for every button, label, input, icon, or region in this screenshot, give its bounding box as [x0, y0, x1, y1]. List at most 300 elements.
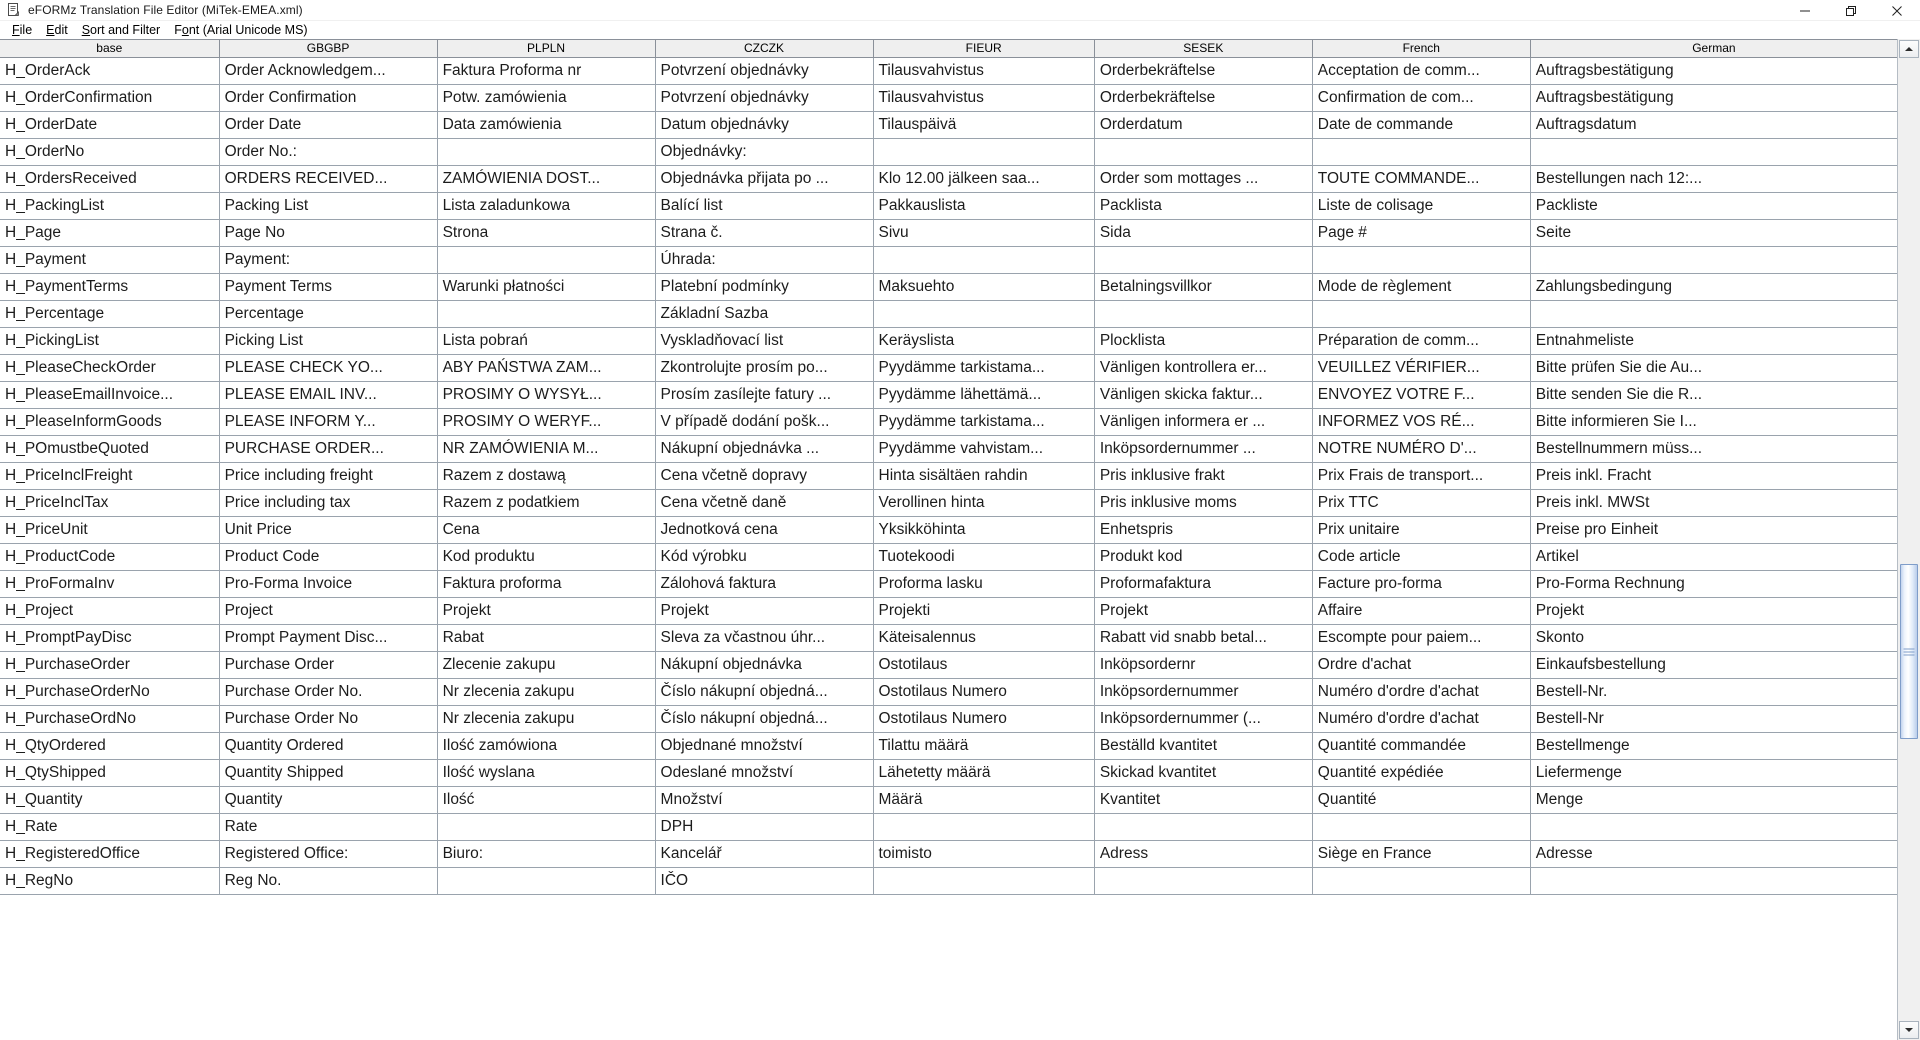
translation-cell[interactable]: Ordre d'achat — [1312, 651, 1530, 678]
translation-cell[interactable] — [873, 138, 1094, 165]
key-cell[interactable]: H_Percentage — [0, 300, 219, 327]
translation-cell[interactable] — [1094, 138, 1312, 165]
translation-cell[interactable]: Orderbekräftelse — [1094, 57, 1312, 84]
key-cell[interactable]: H_OrderNo — [0, 138, 219, 165]
translation-cell[interactable]: Entnahmeliste — [1530, 327, 1897, 354]
translation-cell[interactable]: Objednávka přijata po ... — [655, 165, 873, 192]
menu-item-sort-and-filter[interactable]: Sort and Filter — [81, 22, 161, 37]
translation-cell[interactable]: Date de commande — [1312, 111, 1530, 138]
translation-cell[interactable]: Rate — [219, 813, 437, 840]
translation-cell[interactable]: Zkontrolujte prosím po... — [655, 354, 873, 381]
translation-cell[interactable]: Page No — [219, 219, 437, 246]
translation-cell[interactable]: Payment Terms — [219, 273, 437, 300]
translation-cell[interactable]: Auftragsdatum — [1530, 111, 1897, 138]
translation-cell[interactable]: INFORMEZ VOS RÉ... — [1312, 408, 1530, 435]
translation-cell[interactable]: Vänligen informera er ... — [1094, 408, 1312, 435]
translation-cell[interactable] — [1094, 813, 1312, 840]
translation-cell[interactable]: ZAMÓWIENIA DOST... — [437, 165, 655, 192]
translation-cell[interactable]: Cena včetně daně — [655, 489, 873, 516]
translation-cell[interactable]: Purchase Order No. — [219, 678, 437, 705]
translation-cell[interactable]: Inköpsordernummer — [1094, 678, 1312, 705]
key-cell[interactable]: H_PickingList — [0, 327, 219, 354]
translation-cell[interactable]: Numéro d'ordre d'achat — [1312, 705, 1530, 732]
translation-cell[interactable]: Kod produktu — [437, 543, 655, 570]
key-cell[interactable]: H_PleaseInformGoods — [0, 408, 219, 435]
translation-cell[interactable]: Affaire — [1312, 597, 1530, 624]
key-cell[interactable]: H_PurchaseOrdNo — [0, 705, 219, 732]
translation-cell[interactable]: Platební podmínky — [655, 273, 873, 300]
translation-cell[interactable] — [1312, 813, 1530, 840]
translation-cell[interactable]: Množství — [655, 786, 873, 813]
translation-cell[interactable]: Beställd kvantitet — [1094, 732, 1312, 759]
translation-cell[interactable]: Mode de règlement — [1312, 273, 1530, 300]
table-row[interactable] — [0, 705, 1897, 732]
translation-cell[interactable] — [437, 813, 655, 840]
translation-cell[interactable]: Tilattu määrä — [873, 732, 1094, 759]
table-row[interactable] — [0, 111, 1897, 138]
translation-cell[interactable]: Auftragsbestätigung — [1530, 84, 1897, 111]
key-cell[interactable]: H_PackingList — [0, 192, 219, 219]
table-row[interactable] — [0, 867, 1897, 894]
translation-cell[interactable]: Ilość — [437, 786, 655, 813]
translation-cell[interactable]: Preise pro Einheit — [1530, 516, 1897, 543]
translation-cell[interactable]: Tuotekoodi — [873, 543, 1094, 570]
table-row[interactable] — [0, 327, 1897, 354]
translation-cell[interactable]: Quantité expédiée — [1312, 759, 1530, 786]
translation-cell[interactable]: Bestell-Nr — [1530, 705, 1897, 732]
table-row[interactable] — [0, 84, 1897, 111]
key-cell[interactable]: H_POmustbeQuoted — [0, 435, 219, 462]
translation-cell[interactable]: Preis inkl. MWSt — [1530, 489, 1897, 516]
translation-cell[interactable]: Sivu — [873, 219, 1094, 246]
scroll-down-arrow[interactable] — [1899, 1021, 1919, 1039]
translation-cell[interactable]: Confirmation de com... — [1312, 84, 1530, 111]
translation-cell[interactable]: Projekti — [873, 597, 1094, 624]
translation-cell[interactable]: Reg No. — [219, 867, 437, 894]
minimize-button[interactable] — [1782, 0, 1828, 21]
translation-cell[interactable]: Lista zaladunkowa — [437, 192, 655, 219]
table-row[interactable] — [0, 840, 1897, 867]
key-cell[interactable]: H_PromptPayDisc — [0, 624, 219, 651]
translation-cell[interactable]: Kancelář — [655, 840, 873, 867]
translation-cell[interactable]: Razem z podatkiem — [437, 489, 655, 516]
translation-cell[interactable]: Faktura proforma — [437, 570, 655, 597]
table-row[interactable] — [0, 786, 1897, 813]
translation-cell[interactable]: IČO — [655, 867, 873, 894]
translation-cell[interactable]: Facture pro-forma — [1312, 570, 1530, 597]
vertical-scrollbar-thumb[interactable] — [1900, 564, 1918, 739]
menu-item-font[interactable]: Font (Arial Unicode MS) — [174, 22, 308, 37]
table-row[interactable] — [0, 543, 1897, 570]
translation-cell[interactable]: Ostotilaus Numero — [873, 705, 1094, 732]
key-cell[interactable]: H_QtyOrdered — [0, 732, 219, 759]
key-cell[interactable]: H_QtyShipped — [0, 759, 219, 786]
translation-cell[interactable]: Bestellmenge — [1530, 732, 1897, 759]
translation-cell[interactable]: PLEASE EMAIL INV... — [219, 381, 437, 408]
translation-cell[interactable]: Prix unitaire — [1312, 516, 1530, 543]
translation-cell[interactable]: Plocklista — [1094, 327, 1312, 354]
translation-cell[interactable]: Purchase Order — [219, 651, 437, 678]
translation-cell[interactable]: Objednávky: — [655, 138, 873, 165]
translation-cell[interactable]: Quantity Ordered — [219, 732, 437, 759]
translation-cell[interactable]: Yksikköhinta — [873, 516, 1094, 543]
key-cell[interactable]: H_ProFormaInv — [0, 570, 219, 597]
menu-item-edit[interactable]: Edit — [46, 22, 68, 37]
translation-cell[interactable]: Kód výrobku — [655, 543, 873, 570]
translation-cell[interactable]: Tilausvahvistus — [873, 84, 1094, 111]
column-header-base[interactable]: base — [0, 40, 219, 57]
translation-cell[interactable]: Nákupní objednávka — [655, 651, 873, 678]
translation-cell[interactable]: Objednané množství — [655, 732, 873, 759]
table-row[interactable] — [0, 678, 1897, 705]
translation-cell[interactable]: Projekt — [655, 597, 873, 624]
translation-cell[interactable]: Pro-Forma Rechnung — [1530, 570, 1897, 597]
translation-cell[interactable]: Payment: — [219, 246, 437, 273]
key-cell[interactable]: H_RegisteredOffice — [0, 840, 219, 867]
translation-cell[interactable]: Cena — [437, 516, 655, 543]
translation-cell[interactable]: Product Code — [219, 543, 437, 570]
column-header-plpln[interactable]: PLPLN — [437, 40, 655, 57]
translation-cell[interactable]: Kvantitet — [1094, 786, 1312, 813]
key-cell[interactable]: H_Rate — [0, 813, 219, 840]
translation-cell[interactable]: Order Acknowledgem... — [219, 57, 437, 84]
table-row[interactable] — [0, 57, 1897, 84]
table-row[interactable] — [0, 273, 1897, 300]
translation-cell[interactable]: Packliste — [1530, 192, 1897, 219]
key-cell[interactable]: H_PurchaseOrder — [0, 651, 219, 678]
translation-cell[interactable]: Datum objednávky — [655, 111, 873, 138]
translation-cell[interactable]: Acceptation de comm... — [1312, 57, 1530, 84]
key-cell[interactable]: H_Project — [0, 597, 219, 624]
translation-cell[interactable]: Potvrzení objednávky — [655, 84, 873, 111]
translation-cell[interactable]: Prompt Payment Disc... — [219, 624, 437, 651]
translation-cell[interactable]: Keräyslista — [873, 327, 1094, 354]
table-row[interactable] — [0, 813, 1897, 840]
translation-cell[interactable]: Potvrzení objednávky — [655, 57, 873, 84]
column-header-sesek[interactable]: SESEK — [1094, 40, 1312, 57]
translation-cell[interactable] — [437, 300, 655, 327]
translation-grid-viewport[interactable] — [0, 39, 1897, 1040]
translation-cell[interactable]: Liefermenge — [1530, 759, 1897, 786]
translation-cell[interactable] — [873, 300, 1094, 327]
translation-cell[interactable] — [1312, 300, 1530, 327]
translation-cell[interactable]: TOUTE COMMANDE... — [1312, 165, 1530, 192]
table-row[interactable] — [0, 624, 1897, 651]
translation-cell[interactable]: Inköpsordernummer (... — [1094, 705, 1312, 732]
column-header-french[interactable]: French — [1312, 40, 1530, 57]
translation-cell[interactable]: Purchase Order No — [219, 705, 437, 732]
translation-cell[interactable]: Order No.: — [219, 138, 437, 165]
translation-cell[interactable]: Quantity Shipped — [219, 759, 437, 786]
close-button[interactable] — [1874, 0, 1920, 21]
translation-cell[interactable]: Auftragsbestätigung — [1530, 57, 1897, 84]
translation-cell[interactable]: Projekt — [437, 597, 655, 624]
table-row[interactable] — [0, 381, 1897, 408]
translation-cell[interactable]: Order Confirmation — [219, 84, 437, 111]
translation-cell[interactable] — [1312, 867, 1530, 894]
translation-cell[interactable]: Quantity — [219, 786, 437, 813]
translation-cell[interactable]: Seite — [1530, 219, 1897, 246]
translation-cell[interactable]: ENVOYEZ VOTRE F... — [1312, 381, 1530, 408]
translation-cell[interactable]: Prosím zasílejte fatury ... — [655, 381, 873, 408]
table-row[interactable] — [0, 246, 1897, 273]
translation-cell[interactable] — [1312, 138, 1530, 165]
translation-cell[interactable]: Odeslané množství — [655, 759, 873, 786]
translation-cell[interactable]: DPH — [655, 813, 873, 840]
translation-cell[interactable]: Skickad kvantitet — [1094, 759, 1312, 786]
translation-cell[interactable]: Prix Frais de transport... — [1312, 462, 1530, 489]
vertical-scrollbar-track[interactable] — [1899, 59, 1919, 1020]
translation-cell[interactable]: Lähetetty määrä — [873, 759, 1094, 786]
key-cell[interactable]: H_PriceInclFreight — [0, 462, 219, 489]
table-row[interactable] — [0, 462, 1897, 489]
translation-cell[interactable]: Nr zlecenia zakupu — [437, 678, 655, 705]
translation-cell[interactable]: Proforma lasku — [873, 570, 1094, 597]
column-header-fieur[interactable]: FIEUR — [873, 40, 1094, 57]
key-cell[interactable]: H_PriceUnit — [0, 516, 219, 543]
translation-cell[interactable]: Code article — [1312, 543, 1530, 570]
translation-cell[interactable]: Tilausvahvistus — [873, 57, 1094, 84]
translation-cell[interactable] — [1530, 300, 1897, 327]
key-cell[interactable]: H_PleaseCheckOrder — [0, 354, 219, 381]
translation-cell[interactable]: Warunki płatności — [437, 273, 655, 300]
table-row[interactable] — [0, 489, 1897, 516]
table-row[interactable] — [0, 516, 1897, 543]
translation-cell[interactable]: Préparation de comm... — [1312, 327, 1530, 354]
translation-cell[interactable]: Ilość zamówiona — [437, 732, 655, 759]
translation-cell[interactable]: PROSIMY O WYSYŁ... — [437, 381, 655, 408]
translation-cell[interactable]: PURCHASE ORDER... — [219, 435, 437, 462]
translation-cell[interactable]: Adresse — [1530, 840, 1897, 867]
translation-cell[interactable]: Siège en France — [1312, 840, 1530, 867]
key-cell[interactable]: H_Page — [0, 219, 219, 246]
translation-cell[interactable]: Skonto — [1530, 624, 1897, 651]
translation-cell[interactable]: Inköpsordernummer ... — [1094, 435, 1312, 462]
translation-cell[interactable] — [437, 138, 655, 165]
translation-cell[interactable]: Rabatt vid snabb betal... — [1094, 624, 1312, 651]
translation-cell[interactable] — [1094, 867, 1312, 894]
scroll-up-arrow[interactable] — [1899, 40, 1919, 58]
translation-cell[interactable] — [1530, 246, 1897, 273]
translation-cell[interactable]: Projekt — [1094, 597, 1312, 624]
translation-cell[interactable]: Orderbekräftelse — [1094, 84, 1312, 111]
translation-cell[interactable]: Projekt — [1530, 597, 1897, 624]
translation-cell[interactable] — [873, 867, 1094, 894]
translation-cell[interactable]: ORDERS RECEIVED... — [219, 165, 437, 192]
translation-cell[interactable]: Pyydämme tarkistama... — [873, 354, 1094, 381]
translation-cell[interactable]: Pyydämme vahvistam... — [873, 435, 1094, 462]
translation-cell[interactable]: PLEASE INFORM Y... — [219, 408, 437, 435]
translation-cell[interactable]: Betalningsvillkor — [1094, 273, 1312, 300]
translation-cell[interactable]: toimisto — [873, 840, 1094, 867]
table-row[interactable] — [0, 732, 1897, 759]
translation-cell[interactable]: Bestell-Nr. — [1530, 678, 1897, 705]
translation-cell[interactable]: Unit Price — [219, 516, 437, 543]
table-row[interactable] — [0, 570, 1897, 597]
translation-cell[interactable]: Order Date — [219, 111, 437, 138]
translation-cell[interactable]: Razem z dostawą — [437, 462, 655, 489]
table-row[interactable] — [0, 435, 1897, 462]
table-row[interactable] — [0, 192, 1897, 219]
translation-cell[interactable] — [1530, 813, 1897, 840]
translation-cell[interactable]: Ilość wyslana — [437, 759, 655, 786]
translation-cell[interactable]: Sida — [1094, 219, 1312, 246]
translation-cell[interactable]: Price including tax — [219, 489, 437, 516]
translation-cell[interactable]: Määrä — [873, 786, 1094, 813]
translation-cell[interactable]: Inköpsordernr — [1094, 651, 1312, 678]
translation-cell[interactable]: Proformafaktura — [1094, 570, 1312, 597]
translation-cell[interactable]: Menge — [1530, 786, 1897, 813]
table-row[interactable] — [0, 651, 1897, 678]
translation-cell[interactable]: Vänligen skicka faktur... — [1094, 381, 1312, 408]
translation-cell[interactable]: Pyydämme lähettämä... — [873, 381, 1094, 408]
translation-cell[interactable]: Ostotilaus Numero — [873, 678, 1094, 705]
translation-cell[interactable]: Nr zlecenia zakupu — [437, 705, 655, 732]
translation-cell[interactable] — [437, 246, 655, 273]
key-cell[interactable]: H_OrderDate — [0, 111, 219, 138]
translation-cell[interactable]: Price including freight — [219, 462, 437, 489]
menu-item-file[interactable]: File — [12, 22, 33, 37]
translation-cell[interactable]: VEUILLEZ VÉRIFIER... — [1312, 354, 1530, 381]
key-cell[interactable]: H_Quantity — [0, 786, 219, 813]
translation-cell[interactable] — [437, 867, 655, 894]
translation-cell[interactable]: Escompte pour paiem... — [1312, 624, 1530, 651]
translation-cell[interactable] — [873, 813, 1094, 840]
translation-cell[interactable]: Verollinen hinta — [873, 489, 1094, 516]
translation-cell[interactable]: Lista pobrań — [437, 327, 655, 354]
translation-cell[interactable]: Zlecenie zakupu — [437, 651, 655, 678]
key-cell[interactable]: H_PriceInclTax — [0, 489, 219, 516]
translation-cell[interactable]: Liste de colisage — [1312, 192, 1530, 219]
translation-cell[interactable]: Číslo nákupní objedná... — [655, 678, 873, 705]
translation-cell[interactable]: Bitte informieren Sie I... — [1530, 408, 1897, 435]
translation-cell[interactable]: Registered Office: — [219, 840, 437, 867]
translation-cell[interactable]: Order som mottages ... — [1094, 165, 1312, 192]
translation-cell[interactable]: Pro-Forma Invoice — [219, 570, 437, 597]
translation-cell[interactable]: Potw. zamówienia — [437, 84, 655, 111]
key-cell[interactable]: H_PurchaseOrderNo — [0, 678, 219, 705]
key-cell[interactable]: H_PleaseEmailInvoice... — [0, 381, 219, 408]
translation-cell[interactable]: Orderdatum — [1094, 111, 1312, 138]
translation-cell[interactable]: Úhrada: — [655, 246, 873, 273]
translation-cell[interactable]: Vyskladňovací list — [655, 327, 873, 354]
translation-cell[interactable]: Project — [219, 597, 437, 624]
translation-cell[interactable]: Tilauspäivä — [873, 111, 1094, 138]
table-row[interactable] — [0, 759, 1897, 786]
translation-cell[interactable]: Klo 12.00 jälkeen saa... — [873, 165, 1094, 192]
translation-cell[interactable]: Percentage — [219, 300, 437, 327]
translation-cell[interactable]: Nákupní objednávka ... — [655, 435, 873, 462]
translation-cell[interactable]: Sleva za včastnou úhr... — [655, 624, 873, 651]
translation-cell[interactable]: PROSIMY O WERYF... — [437, 408, 655, 435]
translation-cell[interactable]: Cena včetně dopravy — [655, 462, 873, 489]
vertical-scrollbar[interactable] — [1897, 39, 1920, 1040]
translation-cell[interactable]: Artikel — [1530, 543, 1897, 570]
translation-cell[interactable]: Bitte prüfen Sie die Au... — [1530, 354, 1897, 381]
translation-cell[interactable]: Produkt kod — [1094, 543, 1312, 570]
translation-cell[interactable]: Preis inkl. Fracht — [1530, 462, 1897, 489]
translation-cell[interactable]: Zahlungsbedingung — [1530, 273, 1897, 300]
table-row[interactable] — [0, 354, 1897, 381]
translation-cell[interactable] — [1094, 246, 1312, 273]
table-row[interactable] — [0, 138, 1897, 165]
translation-cell[interactable]: Käteisalennus — [873, 624, 1094, 651]
key-cell[interactable]: H_Payment — [0, 246, 219, 273]
translation-cell[interactable]: Enhetspris — [1094, 516, 1312, 543]
translation-cell[interactable]: Bestellungen nach 12:... — [1530, 165, 1897, 192]
translation-cell[interactable]: Číslo nákupní objedná... — [655, 705, 873, 732]
translation-cell[interactable]: Data zamówienia — [437, 111, 655, 138]
table-row[interactable] — [0, 597, 1897, 624]
translation-cell[interactable] — [1530, 138, 1897, 165]
maximize-restore-button[interactable] — [1828, 0, 1874, 21]
translation-cell[interactable]: Pris inklusive frakt — [1094, 462, 1312, 489]
translation-cell[interactable]: Zálohová faktura — [655, 570, 873, 597]
translation-cell[interactable]: Vänligen kontrollera er... — [1094, 354, 1312, 381]
key-cell[interactable]: H_PaymentTerms — [0, 273, 219, 300]
translation-cell[interactable]: Bitte senden Sie die R... — [1530, 381, 1897, 408]
column-header-czczk[interactable]: CZCZK — [655, 40, 873, 57]
translation-cell[interactable] — [1312, 246, 1530, 273]
translation-cell[interactable]: Packlista — [1094, 192, 1312, 219]
translation-cell[interactable] — [873, 246, 1094, 273]
translation-cell[interactable]: Picking List — [219, 327, 437, 354]
column-header-gbgbp[interactable]: GBGBP — [219, 40, 437, 57]
translation-cell[interactable]: Einkaufsbestellung — [1530, 651, 1897, 678]
translation-cell[interactable]: Bestellnummern müss... — [1530, 435, 1897, 462]
translation-cell[interactable]: Strona — [437, 219, 655, 246]
translation-cell[interactable]: Základní Sazba — [655, 300, 873, 327]
translation-cell[interactable]: Rabat — [437, 624, 655, 651]
key-cell[interactable]: H_OrderConfirmation — [0, 84, 219, 111]
table-row[interactable] — [0, 408, 1897, 435]
translation-cell[interactable]: V případě dodání pošk... — [655, 408, 873, 435]
translation-cell[interactable]: Biuro: — [437, 840, 655, 867]
translation-cell[interactable]: NOTRE NUMÉRO D'... — [1312, 435, 1530, 462]
key-cell[interactable]: H_RegNo — [0, 867, 219, 894]
translation-cell[interactable]: Ostotilaus — [873, 651, 1094, 678]
translation-cell[interactable] — [1530, 867, 1897, 894]
table-row[interactable] — [0, 219, 1897, 246]
table-row[interactable] — [0, 165, 1897, 192]
translation-cell[interactable]: ABY PAŃSTWA ZAM... — [437, 354, 655, 381]
translation-cell[interactable]: Faktura Proforma nr — [437, 57, 655, 84]
translation-cell[interactable]: NR ZAMÓWIENIA M... — [437, 435, 655, 462]
translation-cell[interactable]: Pris inklusive moms — [1094, 489, 1312, 516]
translation-cell[interactable]: Packing List — [219, 192, 437, 219]
translation-cell[interactable]: Maksuehto — [873, 273, 1094, 300]
key-cell[interactable]: H_ProductCode — [0, 543, 219, 570]
translation-cell[interactable]: PLEASE CHECK YO... — [219, 354, 437, 381]
translation-cell[interactable]: Jednotková cena — [655, 516, 873, 543]
translation-cell[interactable]: Balící list — [655, 192, 873, 219]
key-cell[interactable]: H_OrderAck — [0, 57, 219, 84]
translation-cell[interactable]: Quantité commandée — [1312, 732, 1530, 759]
translation-cell[interactable]: Pakkauslista — [873, 192, 1094, 219]
key-cell[interactable]: H_OrdersReceived — [0, 165, 219, 192]
column-header-german[interactable]: German — [1530, 40, 1897, 57]
translation-cell[interactable]: Page # — [1312, 219, 1530, 246]
translation-cell[interactable]: Hinta sisältäen rahdin — [873, 462, 1094, 489]
translation-cell[interactable]: Quantité — [1312, 786, 1530, 813]
table-row[interactable] — [0, 300, 1897, 327]
translation-cell[interactable]: Strana č. — [655, 219, 873, 246]
translation-cell[interactable]: Pyydämme tarkistama... — [873, 408, 1094, 435]
translation-cell[interactable]: Numéro d'ordre d'achat — [1312, 678, 1530, 705]
translation-cell[interactable]: Adress — [1094, 840, 1312, 867]
translation-cell[interactable] — [1094, 300, 1312, 327]
translation-cell[interactable]: Prix TTC — [1312, 489, 1530, 516]
